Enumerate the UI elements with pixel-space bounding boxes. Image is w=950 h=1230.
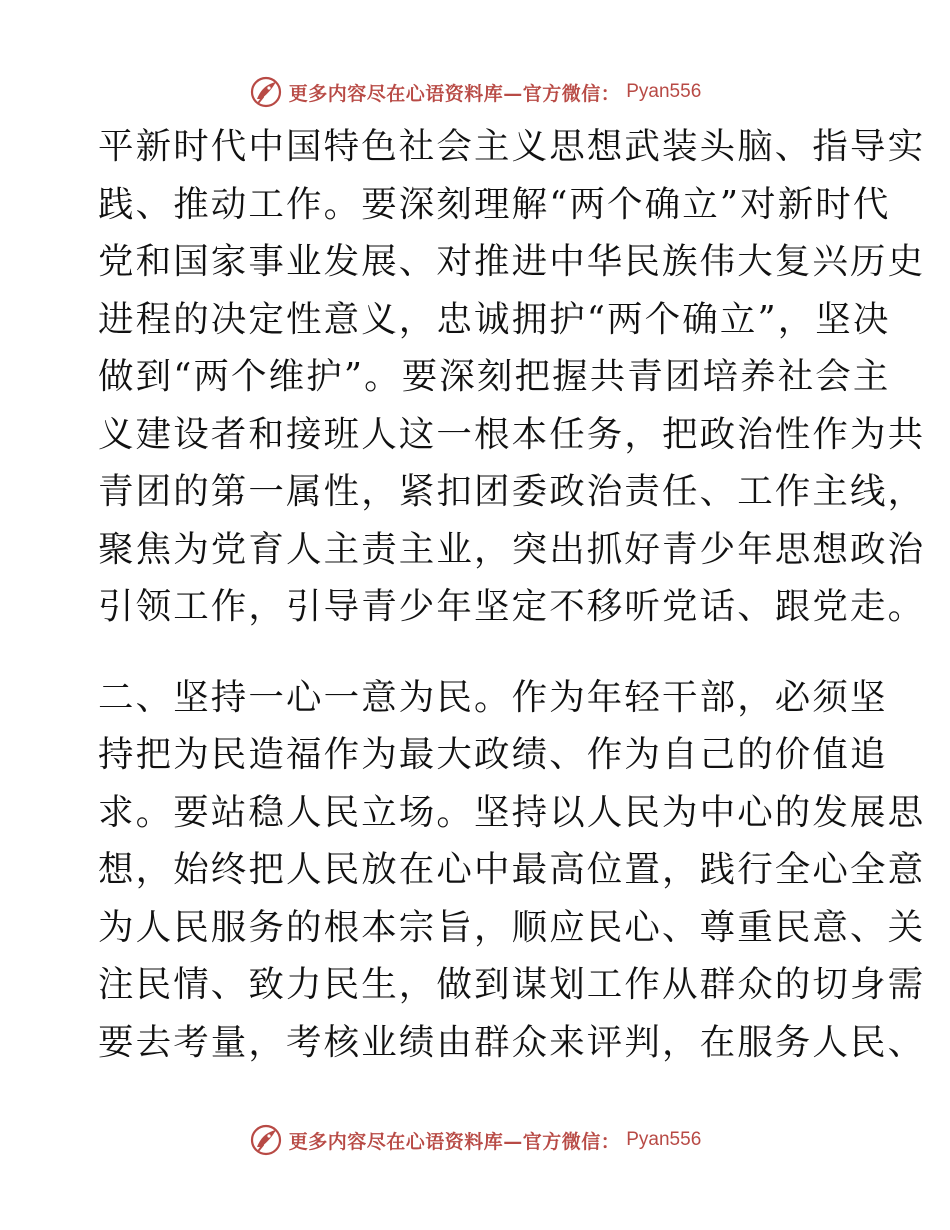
text-line: 持把为民造福作为最大政绩、作为自己的价值追	[98, 734, 888, 775]
pen-nib-logo-icon	[249, 75, 283, 109]
text-line: 践、推动工作。要深刻理解“两个确立”对新时代	[98, 183, 891, 225]
text-line: 注民情、致力民生，做到谋划工作从群众的切身需	[98, 964, 926, 1005]
text-line: 平新时代中国特色社会主义思想武装头脑、指导实	[98, 126, 926, 167]
header-wechat-id: Pyan556	[626, 81, 702, 102]
text-line: 为人民服务的根本宗旨，顺应民心、尊重民意、关	[98, 906, 926, 948]
text-line: 党和国家事业发展、对推进中华民族伟大复兴历史	[98, 241, 926, 282]
paragraph-1	[98, 118, 926, 636]
text-line: 进程的决定性意义，忠诚拥护“两个确立”，坚决	[98, 298, 891, 340]
text-line: 青团的第一属性，紧扣团委政治责任、工作主线，	[98, 471, 926, 512]
text-line: 引领工作，引导青少年坚定不移听党话、跟党走。	[98, 586, 926, 627]
pen-nib-logo-icon	[249, 1123, 283, 1157]
text-line: 想，始终把人民放在心中最高位置，践行全心全意	[98, 849, 926, 890]
header-text: 更多内容尽在心语资料库—官方微信：	[288, 82, 621, 105]
section-heading-line: 二、坚持一心一意为民。作为年轻干部，必须坚	[98, 676, 888, 718]
footer-text: 更多内容尽在心语资料库—官方微信：	[288, 1130, 621, 1153]
text-line: 聚焦为党育人主责主业，突出抓好青少年思想政治	[98, 528, 926, 570]
text-line: 义建设者和接班人这一根本任务，把政治性作为共	[98, 413, 926, 455]
footer-wechat-id: Pyan556	[626, 1129, 702, 1150]
document-body	[98, 118, 926, 1071]
text-line: 要去考量，考核业绩由群众来评判，在服务人民、	[98, 1021, 926, 1063]
text-line: 做到“两个维护”。要深刻把握共青团培养社会主	[98, 356, 891, 397]
text-line: 求。要站稳人民立场。坚持以人民为中心的发展思	[98, 791, 926, 833]
footer-banner	[0, 1120, 950, 1160]
paragraph-2	[98, 669, 926, 1072]
header-banner	[0, 72, 950, 112]
